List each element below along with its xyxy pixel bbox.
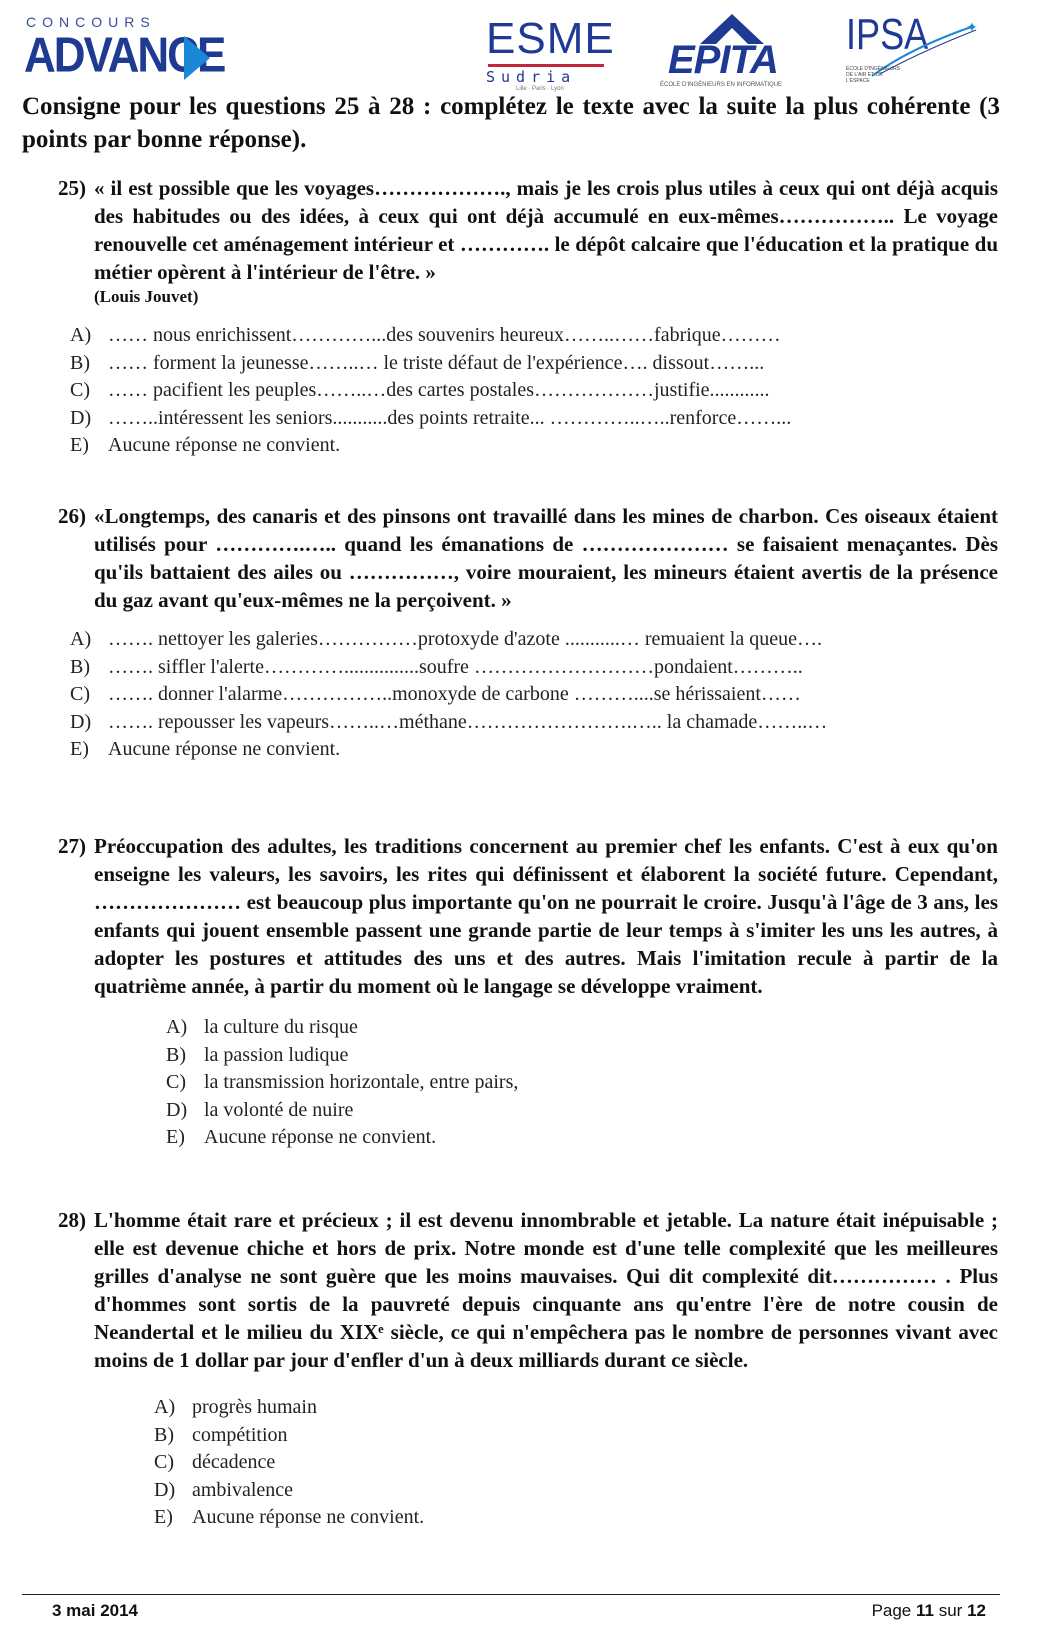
- option-letter: B): [166, 1043, 186, 1066]
- question-text: Préoccupation des adultes, les traditions concernent au premier chef les enfants. C'est à eux qu'on enseigne les valeurs, les savoirs, les rites qui définissent et élaborent la société future. Cependant, ………………… est beaucoup plus importante qu'on ne pourrait le croire. Jusqu'à l'âge de 3 ans, les enfants qui jouent ensemble passent une grande partie de leur temps à s'imiter les uns les autres, à adopter les postures et attitudes des uns et des autres. Mais l'imitation recule à partir de la quatrième année, à partir du moment où le langage se développe vraiment.: [94, 834, 998, 998]
- option-text: ……. siffler l'alerte…………...............soufre ………………………pondaient………..: [108, 655, 803, 678]
- option-text: ……. donner l'alarme……………..monoxyde de carbone ………....se hérissaient……: [108, 683, 801, 705]
- answer-option-b[interactable]: [166, 1042, 998, 1070]
- answer-option-e[interactable]: [70, 736, 998, 764]
- ipsa-logo-text: IPSA: [846, 10, 929, 59]
- esme-logo-bar: [488, 64, 604, 67]
- question-number: 25): [58, 176, 86, 200]
- option-letter: C): [154, 1451, 174, 1473]
- option-letter: D): [154, 1478, 176, 1501]
- ipsa-logo: [840, 8, 980, 92]
- option-letter: C): [166, 1071, 186, 1093]
- option-text: …… nous enrichissent…………...des souvenirs heureux……..……fabrique………: [108, 324, 781, 346]
- footer-page-number: [872, 1601, 986, 1621]
- advance-logo-main-text: ADVANCE: [24, 28, 225, 83]
- esme-logo-text: ESME: [486, 14, 615, 63]
- footer-date: 3 mai 2014: [52, 1601, 139, 1620]
- option-text: la transmission horizontale, entre pairs,: [204, 1071, 519, 1093]
- footer-page-of: sur: [938, 1601, 963, 1620]
- option-text: la volonté de nuire: [204, 1098, 354, 1121]
- question-27: [58, 832, 998, 1152]
- answer-option-c[interactable]: [166, 1069, 998, 1097]
- option-letter: E): [70, 434, 89, 456]
- question-25: [58, 174, 998, 460]
- footer-divider: [22, 1594, 1000, 1595]
- question-number: 27): [58, 834, 86, 858]
- option-text: ……..intéressent les seniors...........des points retraite... …………..…..renforce……...: [108, 406, 792, 429]
- answer-option-a[interactable]: [154, 1394, 998, 1422]
- option-letter: E): [166, 1126, 185, 1148]
- option-text: Aucune réponse ne convient.: [108, 738, 341, 760]
- option-letter: A): [70, 628, 92, 650]
- answer-option-d[interactable]: [70, 405, 998, 433]
- option-text: …… forment la jeunesse……..… le triste défaut de l'expérience…. dissout……...: [108, 351, 765, 374]
- question-number: 28): [58, 1208, 86, 1232]
- header-logos: [0, 8, 1038, 92]
- option-letter: A): [70, 324, 92, 346]
- answer-option-c[interactable]: [154, 1449, 998, 1477]
- option-letter: B): [154, 1423, 174, 1446]
- option-letter: A): [154, 1396, 176, 1418]
- answer-option-a[interactable]: [70, 322, 998, 350]
- option-letter: D): [166, 1098, 188, 1121]
- answer-option-b[interactable]: [154, 1422, 998, 1450]
- epita-logo-text: EPITA: [668, 38, 778, 82]
- option-text: la culture du risque: [204, 1016, 358, 1038]
- option-letter: C): [70, 379, 90, 401]
- option-letter: D): [70, 710, 92, 733]
- footer-page-label: Page: [871, 1601, 912, 1620]
- option-text: ambivalence: [192, 1478, 294, 1501]
- option-letter: D): [70, 406, 92, 429]
- option-text: la passion ludique: [204, 1043, 349, 1066]
- footer-page-current: 11: [916, 1601, 934, 1620]
- option-text: Aucune réponse ne convient.: [108, 434, 341, 456]
- answer-options: [70, 322, 998, 460]
- option-text: Aucune réponse ne convient.: [204, 1126, 437, 1148]
- esme-sudria-logo: [486, 14, 615, 92]
- question-26: [58, 502, 998, 764]
- question-source: (Louis Jouvet): [94, 287, 199, 306]
- question-28: [58, 1206, 998, 1532]
- answer-options: [70, 626, 998, 764]
- option-letter: A): [166, 1016, 188, 1038]
- answer-option-d[interactable]: [154, 1477, 998, 1505]
- answer-options: [166, 1014, 998, 1152]
- option-text: ……. nettoyer les galeries……………protoxyde d'azote ...........… remuaient la queue….: [108, 628, 822, 650]
- option-letter: B): [70, 655, 90, 678]
- instruction-heading: Consigne pour les questions 25 à 28 : complétez le texte avec la suite la plus cohérente (3 points par bonne réponse).: [22, 93, 1000, 153]
- ipsa-logo-subtext: ÉCOLE D'INGÉNIEURS DE L'AIR ET DE L'ESPACE: [846, 66, 901, 84]
- answer-option-d[interactable]: [166, 1097, 998, 1125]
- option-text: compétition: [192, 1423, 288, 1446]
- option-text: …… pacifient les peuples……..…des cartes postales………………justifie............: [108, 379, 770, 401]
- option-text: progrès humain: [192, 1396, 317, 1418]
- question-number: 26): [58, 504, 86, 528]
- footer-page-total: 12: [967, 1601, 986, 1620]
- concours-advance-logo: [24, 14, 225, 84]
- option-text: Aucune réponse ne convient.: [192, 1506, 425, 1528]
- svg-text:✦: ✦: [966, 21, 978, 36]
- option-letter: E): [154, 1506, 173, 1528]
- esme-logo-cities: Lille · Paris · Lyon: [516, 86, 564, 92]
- answer-option-b[interactable]: [70, 654, 998, 682]
- esme-logo-subtext: Sudria: [486, 68, 577, 86]
- question-text: «Longtemps, des canaris et des pinsons ont travaillé dans les mines de charbon. Ces oiseaux étaient utilisés pour ………….….. quand les émanations de ………………… se faisaient menaçantes. Dès qu'ils battaient des ailes ou ……………, voire mouraient, les mineurs étaient avertis de la présence du gaz avant qu'eux-mêmes ne la perçoivent. »: [94, 504, 998, 612]
- advance-logo-top-text: CONCOURS: [26, 14, 156, 30]
- answer-option-e[interactable]: [154, 1504, 998, 1532]
- question-text: « il est possible que les voyages………………., mais je les crois plus utiles à ceux qui ont déjà acquis des habitudes ou des idées, à ceux qui ont déjà accumulé en eux-mêmes…………….. Le voyage renouvelle cet aménagement intérieur et …………. le dépôt calcaire que l'éducation et la pratique du métier opèrent à l'intérieur de l'être. »: [94, 176, 998, 284]
- option-letter: E): [70, 738, 89, 760]
- answer-option-c[interactable]: [70, 377, 998, 405]
- answer-option-a[interactable]: [166, 1014, 998, 1042]
- option-text: ……. repousser les vapeurs……..…méthane…………………….….. la chamade……..…: [108, 710, 828, 733]
- answer-option-d[interactable]: [70, 709, 998, 737]
- option-letter: C): [70, 683, 90, 705]
- answer-option-e[interactable]: [166, 1124, 998, 1152]
- answer-option-b[interactable]: [70, 350, 998, 378]
- epita-logo: [660, 12, 800, 90]
- question-text: L'homme était rare et précieux ; il est devenu innombrable et jetable. La nature était inépuisable ; elle est devenue chiche et hors de prix. Notre monde est d'une telle complexité que les meilleures grilles d'analyse ne sont guère que les moins mauvaises. Qui dit complexité dit…………… . Plus d'hommes sont sortis de la pauvreté depuis cinquante ans qu'entre l'ère de notre cousin de Neandertal et le milieu du XIXᵉ siècle, ce qui n'empêchera pas le nombre de personnes vivant avec moins de 1 dollar par jour d'enfler d'un à deux milliards durant ce siècle.: [94, 1208, 998, 1372]
- option-text: décadence: [192, 1451, 276, 1473]
- epita-logo-subtext: ÉCOLE D'INGÉNIEURS EN INFORMATIQUE: [660, 82, 783, 88]
- answer-option-e[interactable]: [70, 432, 998, 460]
- option-letter: B): [70, 351, 90, 374]
- advance-arrow-icon: [184, 36, 210, 80]
- answer-option-c[interactable]: [70, 681, 998, 709]
- answer-options: [154, 1394, 998, 1532]
- answer-option-a[interactable]: [70, 626, 998, 654]
